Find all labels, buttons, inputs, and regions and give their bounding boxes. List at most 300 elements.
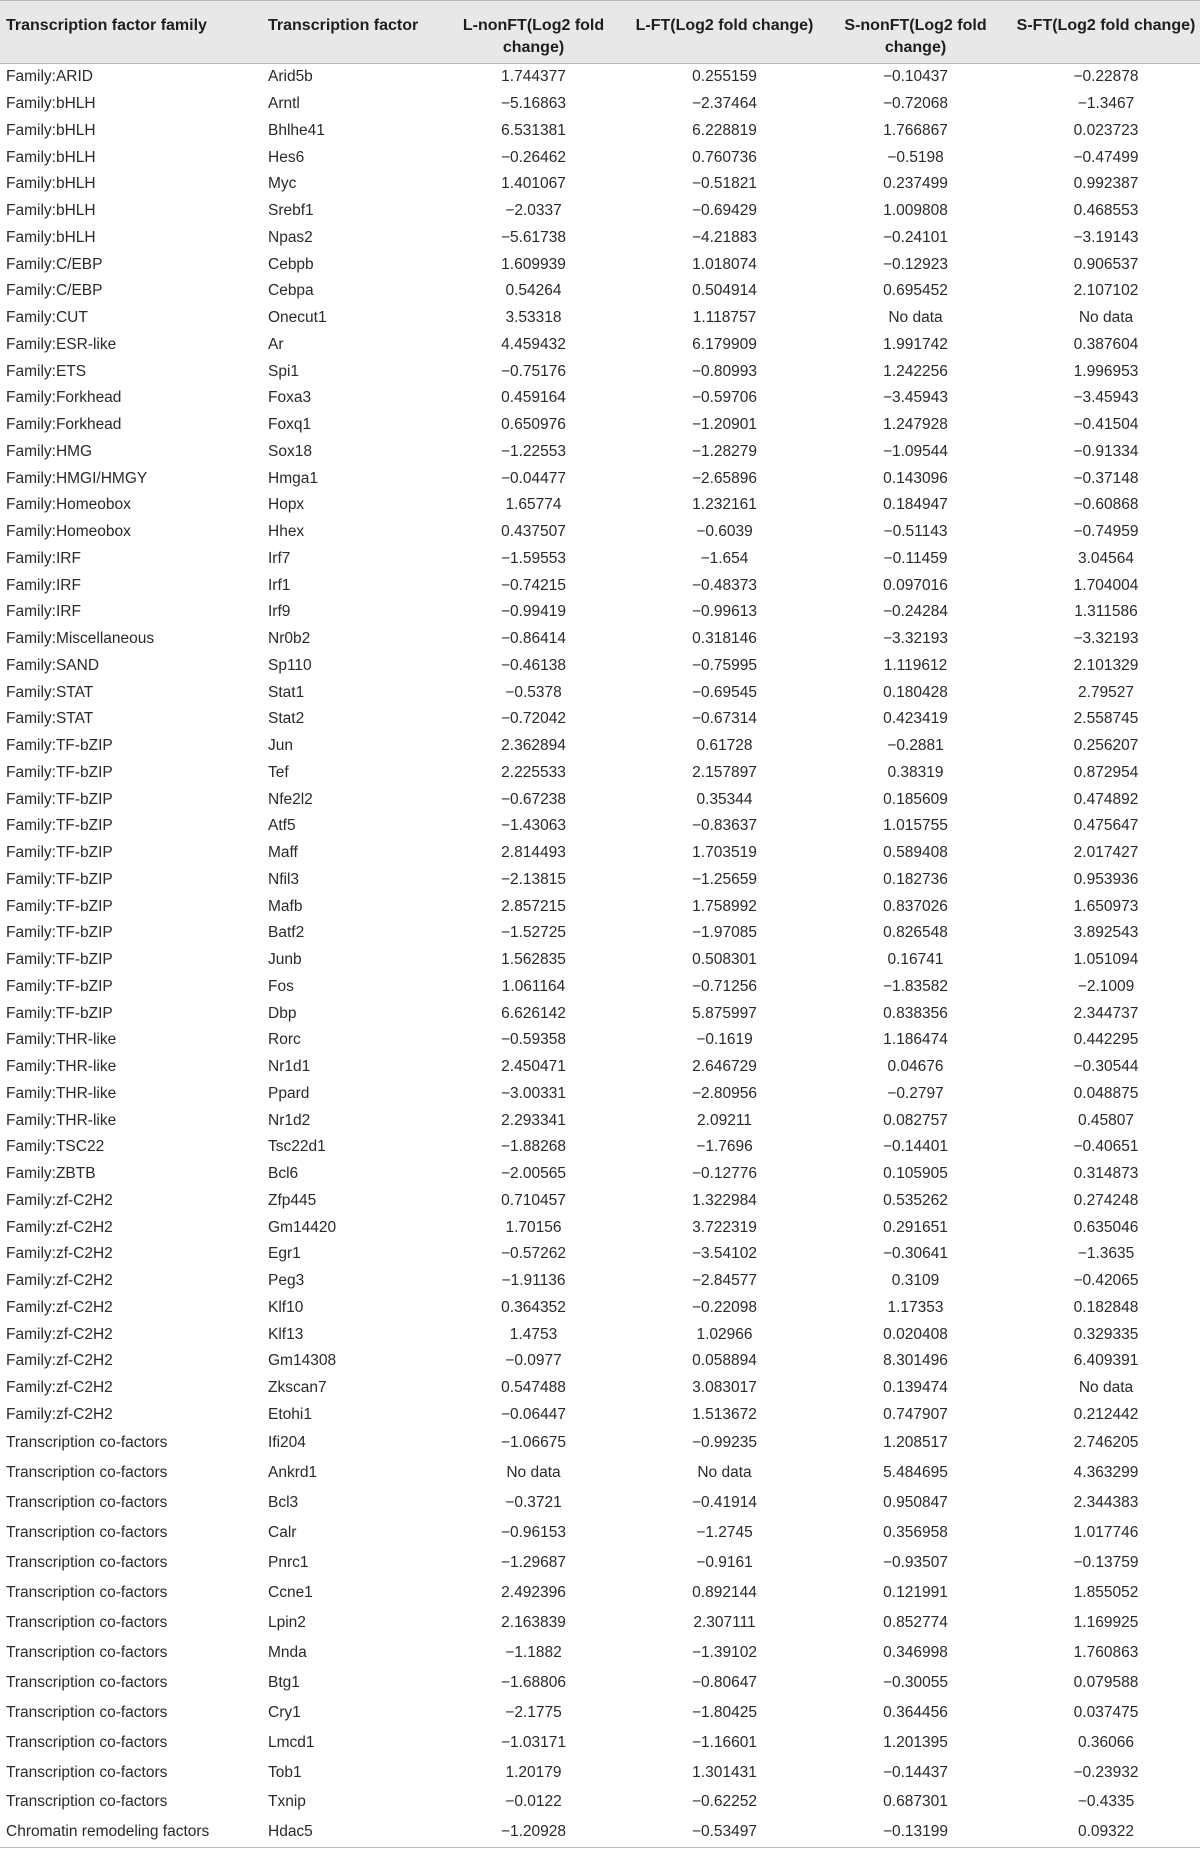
s-nonft-cell: −3.32193	[882, 630, 949, 648]
table-row	[0, 118, 1200, 145]
l-ft-cell: 0.058894	[692, 1352, 757, 1370]
l-ft-cell: −2.37464	[691, 95, 758, 113]
table-row	[0, 144, 1200, 171]
s-nonft-cell: 0.182736	[883, 870, 948, 888]
factor-cell: Nr1d2	[268, 1111, 311, 1129]
s-nonft-cell: 0.364456	[883, 1703, 948, 1721]
s-ft-cell: −3.32193	[1073, 630, 1139, 648]
s-nonft-cell: 1.242256	[883, 362, 948, 380]
l-ft-cell: 2.09211	[697, 1111, 752, 1129]
table-body	[0, 64, 1200, 1848]
table-row	[0, 867, 1200, 894]
family-cell: Family:TF-bZIP	[6, 737, 113, 755]
family-cell: Transcription co-factors	[6, 1583, 168, 1601]
factor-cell: Nfe2l2	[268, 790, 313, 808]
table-row	[0, 358, 1200, 385]
l-nonft-cell: −0.96153	[500, 1524, 567, 1542]
family-cell: Family:zf-C2H2	[6, 1325, 113, 1343]
l-ft-cell: 0.35344	[696, 790, 753, 808]
table-row	[0, 840, 1200, 867]
s-nonft-cell: 0.237499	[883, 175, 948, 193]
s-ft-cell: 0.048875	[1073, 1084, 1139, 1102]
family-cell: Family:bHLH	[6, 148, 96, 166]
s-ft-cell: 6.409391	[1073, 1352, 1139, 1370]
l-ft-cell: −1.2745	[696, 1524, 753, 1542]
factor-cell: Ppard	[268, 1084, 310, 1102]
l-nonft-cell: 2.450471	[501, 1058, 566, 1076]
family-cell: Family:Homeobox	[6, 523, 131, 541]
table-row	[0, 278, 1200, 305]
table-row	[0, 572, 1200, 599]
factor-cell: Cebpb	[268, 255, 314, 273]
family-cell: Family:CUT	[6, 309, 88, 327]
s-nonft-cell: 8.301496	[883, 1352, 948, 1370]
family-cell: Family:ZBTB	[6, 1165, 96, 1183]
l-ft-cell: 2.157897	[692, 763, 757, 781]
s-nonft-cell: 0.423419	[883, 710, 948, 728]
l-nonft-cell: −0.26462	[500, 148, 567, 166]
s-ft-cell: −0.4335	[1077, 1793, 1135, 1811]
l-ft-cell: 3.083017	[692, 1379, 757, 1397]
s-ft-cell: 1.650973	[1073, 897, 1139, 915]
l-nonft-cell: −3.00331	[500, 1084, 567, 1102]
family-cell: Family:TF-bZIP	[6, 763, 113, 781]
l-nonft-cell: 1.4753	[509, 1325, 558, 1343]
l-nonft-cell: 2.163839	[501, 1613, 566, 1631]
table-row	[0, 1295, 1200, 1322]
s-ft-cell: 0.037475	[1073, 1703, 1139, 1721]
l-nonft-cell: 2.293341	[501, 1111, 566, 1129]
s-nonft-cell: −1.09544	[882, 442, 949, 460]
factor-cell: Maff	[268, 844, 298, 862]
table-row	[0, 893, 1200, 920]
table-row	[0, 251, 1200, 278]
factor-cell: Ifi204	[268, 1434, 306, 1452]
table-row	[0, 679, 1200, 706]
factor-cell: Irf7	[268, 549, 291, 567]
l-nonft-cell: −0.99419	[500, 603, 567, 621]
family-cell: Family:bHLH	[6, 202, 96, 220]
s-nonft-cell: −0.24284	[882, 603, 949, 621]
family-cell: Transcription co-factors	[6, 1763, 168, 1781]
family-cell: Family:bHLH	[6, 175, 96, 193]
s-ft-cell: 0.45807	[1077, 1111, 1135, 1129]
header-family: Transcription factor family	[0, 1, 262, 64]
header-l-ft: L-FT(Log2 fold change)	[628, 1, 819, 64]
l-nonft-cell: −0.72042	[500, 710, 567, 728]
l-nonft-cell: −0.75176	[500, 362, 567, 380]
s-nonft-cell: 1.208517	[883, 1434, 948, 1452]
factor-cell: Srebf1	[268, 202, 314, 220]
s-nonft-cell: 0.747907	[883, 1405, 948, 1423]
s-ft-cell: 2.017427	[1073, 844, 1139, 862]
s-ft-cell: 0.212442	[1073, 1405, 1139, 1423]
family-cell: Family:THR-like	[6, 1058, 117, 1076]
s-nonft-cell: 0.38319	[887, 763, 944, 781]
factor-cell: Lpin2	[268, 1613, 306, 1631]
family-cell: Family:TF-bZIP	[6, 790, 113, 808]
family-cell: Family:TF-bZIP	[6, 817, 113, 835]
table-row	[0, 760, 1200, 787]
family-cell: Family:zf-C2H2	[6, 1245, 113, 1263]
l-nonft-cell: −0.0977	[505, 1352, 562, 1370]
family-cell: Family:STAT	[6, 683, 94, 701]
table-row	[0, 1241, 1200, 1268]
s-nonft-cell: 1.201395	[883, 1733, 948, 1751]
l-ft-cell: −0.6039	[696, 523, 753, 541]
table-row	[0, 786, 1200, 813]
l-ft-cell: −1.25659	[691, 870, 758, 888]
family-cell: Family:TF-bZIP	[6, 977, 113, 995]
table-row	[0, 1428, 1200, 1458]
l-nonft-cell: 1.744377	[501, 68, 566, 86]
l-nonft-cell: −0.06447	[500, 1405, 567, 1423]
s-ft-cell: 0.474892	[1073, 790, 1139, 808]
l-ft-cell: −1.80425	[691, 1703, 758, 1721]
family-cell: Family:C/EBP	[6, 255, 103, 273]
factor-cell: Tob1	[268, 1763, 302, 1781]
family-cell: Family:Forkhead	[6, 416, 122, 434]
s-ft-cell: −0.74959	[1073, 523, 1139, 541]
l-ft-cell: No data	[697, 1464, 752, 1482]
factor-cell: Sp110	[268, 656, 312, 674]
s-ft-cell: 0.635046	[1073, 1218, 1139, 1236]
family-cell: Family:THR-like	[6, 1111, 117, 1129]
l-ft-cell: −0.80993	[691, 362, 758, 380]
table-row	[0, 465, 1200, 492]
table-row	[0, 1402, 1200, 1429]
table-row	[0, 1161, 1200, 1188]
l-nonft-cell: −1.1882	[505, 1643, 562, 1661]
l-nonft-cell: 1.401067	[501, 175, 566, 193]
l-nonft-cell: 0.459164	[501, 389, 566, 407]
header-factor: Transcription factor	[262, 1, 437, 64]
factor-cell: Tef	[268, 763, 289, 781]
factor-cell: Txnip	[268, 1793, 306, 1811]
l-nonft-cell: 1.061164	[501, 977, 566, 995]
factor-cell: Hhex	[268, 523, 305, 541]
table-row	[0, 1081, 1200, 1108]
table-row	[0, 171, 1200, 198]
factor-cell: Batf2	[268, 924, 305, 942]
table-row	[0, 1698, 1200, 1728]
s-nonft-cell: −0.5198	[887, 148, 944, 166]
s-nonft-cell: −0.11459	[883, 549, 948, 567]
factor-cell: Ar	[268, 335, 284, 353]
l-ft-cell: 6.228819	[692, 121, 757, 139]
s-ft-cell: 0.256207	[1073, 737, 1139, 755]
table-row	[0, 1375, 1200, 1402]
l-ft-cell: −1.28279	[691, 442, 758, 460]
table-row	[0, 492, 1200, 519]
l-ft-cell: −0.99235	[691, 1434, 758, 1452]
l-nonft-cell: −1.43063	[500, 817, 567, 835]
table-row	[0, 385, 1200, 412]
s-ft-cell: 1.017746	[1073, 1524, 1139, 1542]
l-ft-cell: −2.84577	[691, 1272, 758, 1290]
l-ft-cell: 0.892144	[692, 1583, 757, 1601]
s-nonft-cell: 0.105905	[883, 1165, 948, 1183]
family-cell: Transcription co-factors	[6, 1733, 168, 1751]
s-ft-cell: No data	[1078, 1379, 1134, 1397]
family-cell: Family:IRF	[6, 549, 81, 567]
l-ft-cell: −0.48373	[691, 576, 758, 594]
s-ft-cell: 0.023723	[1073, 121, 1139, 139]
family-cell: Transcription co-factors	[6, 1703, 168, 1721]
table-row	[0, 1817, 1200, 1847]
l-nonft-cell: −2.0337	[505, 202, 562, 220]
l-ft-cell: 1.513672	[692, 1405, 757, 1423]
table-row	[0, 1054, 1200, 1081]
s-nonft-cell: −0.12923	[882, 255, 949, 273]
s-nonft-cell: 0.852774	[883, 1613, 948, 1631]
factor-cell: Rorc	[268, 1031, 301, 1049]
family-cell: Transcription co-factors	[6, 1613, 168, 1631]
s-nonft-cell: −0.93507	[882, 1553, 949, 1571]
l-nonft-cell: −0.46138	[500, 656, 567, 674]
family-cell: Transcription co-factors	[6, 1553, 168, 1571]
family-cell: Family:Miscellaneous	[6, 630, 155, 648]
factor-cell: Calr	[268, 1524, 297, 1542]
l-nonft-cell: 0.650976	[501, 416, 566, 434]
s-nonft-cell: 0.121991	[883, 1583, 948, 1601]
s-ft-cell: −0.30544	[1073, 1058, 1139, 1076]
table-row	[0, 626, 1200, 653]
family-cell: Family:HMG	[6, 442, 93, 460]
l-nonft-cell: 0.710457	[501, 1191, 566, 1209]
s-nonft-cell: −0.2881	[887, 737, 944, 755]
s-ft-cell: −0.23932	[1073, 1763, 1139, 1781]
family-cell: Family:THR-like	[6, 1031, 117, 1049]
l-nonft-cell: −1.52725	[500, 924, 567, 942]
s-ft-cell: 2.558745	[1073, 710, 1139, 728]
s-ft-cell: 1.169925	[1073, 1613, 1139, 1631]
family-cell: Family:TF-bZIP	[6, 951, 113, 969]
factor-cell: Myc	[268, 175, 297, 193]
l-nonft-cell: −2.00565	[500, 1165, 567, 1183]
s-ft-cell: 2.79527	[1077, 683, 1135, 701]
l-ft-cell: −0.80647	[691, 1673, 758, 1691]
family-cell: Family:zf-C2H2	[6, 1191, 113, 1209]
s-ft-cell: −0.13759	[1073, 1553, 1139, 1571]
table-row	[0, 225, 1200, 252]
s-ft-cell: 0.079588	[1073, 1673, 1139, 1691]
s-nonft-cell: 0.04676	[887, 1058, 944, 1076]
s-ft-cell: −0.91334	[1073, 442, 1139, 460]
s-ft-cell: 3.04564	[1077, 549, 1135, 567]
s-nonft-cell: 1.119612	[883, 656, 948, 674]
l-ft-cell: 6.179909	[692, 335, 757, 353]
l-ft-cell: 0.255159	[692, 68, 757, 86]
factor-cell: Pnrc1	[268, 1553, 309, 1571]
table-row	[0, 1321, 1200, 1348]
factor-cell: Onecut1	[268, 309, 327, 327]
l-ft-cell: 1.02966	[696, 1325, 753, 1343]
l-nonft-cell: 3.53318	[505, 309, 562, 327]
l-nonft-cell: 1.20179	[505, 1763, 562, 1781]
s-ft-cell: 0.992387	[1073, 175, 1139, 193]
table-row	[0, 1458, 1200, 1488]
l-ft-cell: 0.318146	[692, 630, 757, 648]
l-ft-cell: −1.654	[700, 549, 749, 567]
s-nonft-cell: 0.356958	[883, 1524, 948, 1542]
s-ft-cell: 0.953936	[1073, 870, 1139, 888]
family-cell: Family:THR-like	[6, 1084, 117, 1102]
family-cell: Family:TF-bZIP	[6, 897, 113, 915]
s-nonft-cell: −0.10437	[882, 68, 949, 86]
factor-cell: Klf13	[268, 1325, 304, 1343]
s-ft-cell: 2.101329	[1073, 656, 1139, 674]
family-cell: Family:zf-C2H2	[6, 1405, 113, 1423]
s-ft-cell: 1.855052	[1073, 1583, 1139, 1601]
s-nonft-cell: −0.30641	[882, 1245, 949, 1263]
l-ft-cell: 1.232161	[692, 496, 757, 514]
s-ft-cell: −0.47499	[1073, 148, 1139, 166]
header-s-nonft: S-nonFT(Log2 fold change)	[819, 1, 1010, 64]
l-ft-cell: −0.67314	[691, 710, 758, 728]
family-cell: Chromatin remodeling factors	[0, 1817, 262, 1847]
table-row	[0, 546, 1200, 573]
s-ft-cell: 0.872954	[1073, 763, 1139, 781]
family-cell: Family:ARID	[6, 68, 93, 86]
s-ft-cell: 1.996953	[1073, 362, 1139, 380]
table-row	[0, 1788, 1200, 1818]
factor-cell: Ankrd1	[268, 1464, 318, 1482]
family-cell: Family:bHLH	[6, 95, 96, 113]
table-row	[0, 1578, 1200, 1608]
l-nonft-cell: −0.3721	[505, 1494, 562, 1512]
header-l-nonft: L-nonFT(Log2 fold change)	[437, 1, 628, 64]
l-nonft-cell: 0.547488	[501, 1379, 566, 1397]
factor-cell: Irf9	[268, 603, 291, 621]
l-nonft-cell: 6.531381	[501, 121, 566, 139]
factor-cell: Foxq1	[268, 416, 312, 434]
table-row	[0, 1548, 1200, 1578]
l-ft-cell: −0.69545	[691, 683, 758, 701]
l-nonft-cell: −1.91136	[501, 1272, 566, 1290]
header-s-ft: S-FT(Log2 fold change)	[1010, 1, 1200, 64]
table-row	[0, 412, 1200, 439]
table-row	[0, 599, 1200, 626]
table-row	[0, 653, 1200, 680]
l-ft-cell: −0.9161	[696, 1553, 753, 1571]
factor-cell: Atf5	[268, 817, 296, 835]
l-nonft-cell: −1.03171	[500, 1733, 567, 1751]
family-cell: Family:zf-C2H2	[6, 1298, 113, 1316]
table-row	[0, 198, 1200, 225]
l-nonft-cell: 1.70156	[505, 1218, 562, 1236]
s-ft-cell: 0.475647	[1073, 817, 1139, 835]
l-ft-cell: 0.760736	[692, 148, 757, 166]
s-nonft-cell: 0.826548	[883, 924, 948, 942]
factor-cell: Egr1	[268, 1245, 301, 1263]
l-nonft-cell: 2.857215	[501, 897, 566, 915]
s-ft-cell: 0.182848	[1073, 1298, 1139, 1316]
table-row	[0, 706, 1200, 733]
s-ft-cell: 0.36066	[1077, 1733, 1135, 1751]
family-cell: Family:IRF	[6, 576, 81, 594]
factor-cell: Bhlhe41	[268, 121, 325, 139]
factor-cell: Hdac5	[262, 1817, 437, 1847]
table-row	[0, 519, 1200, 546]
table-row	[0, 733, 1200, 760]
s-ft-cell: −1.3467	[1077, 95, 1135, 113]
family-cell: Family:zf-C2H2	[6, 1218, 113, 1236]
factor-cell: Klf10	[268, 1298, 304, 1316]
s-nonft-cell: −1.83582	[882, 977, 949, 995]
s-nonft-cell: 0.291651	[883, 1218, 948, 1236]
l-nonft-cell: −1.20928	[437, 1817, 628, 1847]
s-ft-cell: −3.45943	[1073, 389, 1139, 407]
l-ft-cell: 0.508301	[692, 951, 757, 969]
family-cell: Family:zf-C2H2	[6, 1379, 113, 1397]
factor-cell: Tsc22d1	[268, 1138, 326, 1156]
l-ft-cell: −0.41914	[691, 1494, 758, 1512]
s-nonft-cell: 0.687301	[883, 1793, 948, 1811]
l-ft-cell: 0.61728	[696, 737, 753, 755]
family-cell: Family:C/EBP	[6, 282, 103, 300]
factor-cell: Btg1	[268, 1673, 300, 1691]
l-nonft-cell: 2.362894	[501, 737, 566, 755]
factor-cell: Sox18	[268, 442, 312, 460]
s-ft-cell: 1.051094	[1073, 951, 1139, 969]
l-nonft-cell: 2.492396	[501, 1583, 566, 1601]
l-nonft-cell: −1.88268	[500, 1138, 567, 1156]
family-cell: Family:TSC22	[6, 1138, 105, 1156]
s-ft-cell: 0.274248	[1073, 1191, 1139, 1209]
s-ft-cell: 0.442295	[1073, 1031, 1139, 1049]
l-nonft-cell: −0.86414	[500, 630, 567, 648]
s-ft-cell: 2.344737	[1073, 1004, 1139, 1022]
s-nonft-cell: 1.991742	[883, 335, 948, 353]
s-ft-cell: 2.746205	[1073, 1434, 1139, 1452]
s-ft-cell: No data	[1078, 309, 1134, 327]
family-cell: Transcription co-factors	[6, 1434, 168, 1452]
table-header	[0, 1, 1200, 64]
s-nonft-cell: −0.2797	[887, 1084, 944, 1102]
s-ft-cell: 1.760863	[1073, 1643, 1139, 1661]
l-nonft-cell: −1.59553	[500, 549, 567, 567]
table-row	[0, 947, 1200, 974]
l-ft-cell: −1.39102	[691, 1643, 758, 1661]
table-row	[0, 1518, 1200, 1548]
factor-cell: Nr1d1	[268, 1058, 311, 1076]
l-ft-cell: −0.83637	[691, 817, 758, 835]
l-nonft-cell: 1.562835	[501, 951, 566, 969]
s-ft-cell: 0.906537	[1073, 255, 1139, 273]
s-nonft-cell: 0.143096	[883, 469, 948, 487]
table-row	[0, 1188, 1200, 1215]
l-ft-cell: −0.99613	[691, 603, 758, 621]
l-ft-cell: −0.22098	[691, 1298, 758, 1316]
s-nonft-cell: 5.484695	[883, 1464, 948, 1482]
s-nonft-cell: −0.30055	[882, 1673, 949, 1691]
factor-cell: Jun	[268, 737, 293, 755]
l-nonft-cell: 0.364352	[501, 1298, 566, 1316]
s-ft-cell: −2.1009	[1077, 977, 1135, 995]
table-row	[0, 1668, 1200, 1698]
l-ft-cell: −0.53497	[628, 1817, 819, 1847]
l-ft-cell: 2.307111	[693, 1613, 756, 1631]
s-nonft-cell: −0.13199	[819, 1817, 1010, 1847]
factor-cell: Lmcd1	[268, 1733, 315, 1751]
table-row	[0, 332, 1200, 359]
s-nonft-cell: −3.45943	[882, 389, 949, 407]
family-cell: Family:bHLH	[6, 228, 96, 246]
family-cell: Family:Homeobox	[6, 496, 131, 514]
family-cell: Family:ETS	[6, 362, 87, 380]
l-ft-cell: −2.65896	[691, 469, 758, 487]
